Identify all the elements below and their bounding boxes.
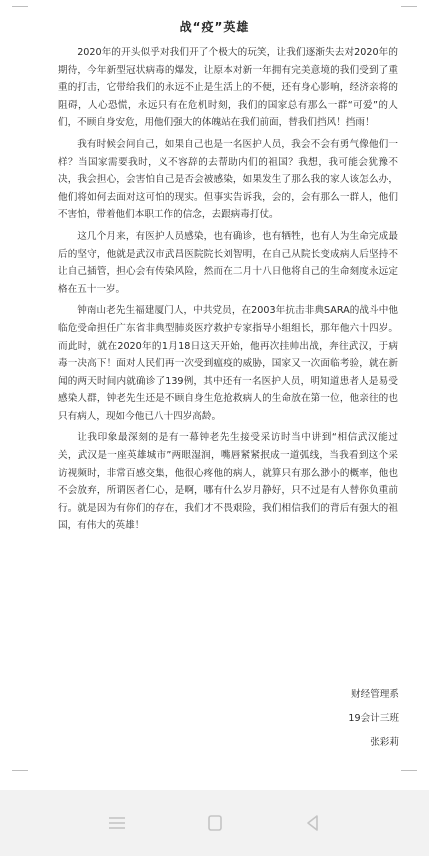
paragraph-1: 2020年的开头似乎对我们开了个极大的玩笑，让我们逐渐失去对2020年的期待，今年新型冠状病毒的爆发，让原本对新一年拥有完美意境的我们受到了重重的打击，它带给我们的永远不止是生活上的不便，还有身心影响，经济亲将的阻碍，人心恐慌，永远只有在危机时刻，我们的国家总有那么一群“可爱”的人们，不顾自身安危，用他们强大的体魄站在我们前面，替我们挡风！挡雨！	[58, 47, 398, 129]
paragraph-5: 让我印象最深刻的是有一幕钟老先生接受采访时当中讲到“相信武汉能过关，武汉是一座英雄城市”两眼湿润，嘴唇紧紧抿成一道弧线，当我看到这个采访视频时，非常百感交集，他很心疼他的病人，就算只有那么渺小的概率，他也不会放弃，所谓医者仁心，是啊，哪有什么岁月静好，只不过是有人替你负重前行。就是因为有你们的存在，我们才不畏艰险，我们相信我们的背后有强大的祖国，有伟大的英雄！	[58, 432, 398, 532]
corner-mark-bottom-left	[12, 770, 28, 787]
system-navigation-bar	[0, 790, 429, 856]
paragraph-4: 钟南山老先生福建厦门人，中共党员，在2003年抗击非典SARA的战斗中他临危受命担任广东省非典型肺炎医疗救护专家指导小组组长，那年他六十四岁。而此时，就在2020年的1月18日这天开始，他再次挂帅出战，奔往武汉，于病毒一决高下！面对人民们再一次受到瘟疫的威胁，国家又一次面临考验，就在新闻的两天时间内就确诊了139例，其中还有一名医护人员，明知道患者人是易受感染人群，钟老先生还是不顾自身生危抢救病人的生命放在第一位，他亲往的也只有病人，现如今他已八十四岁高龄。	[58, 305, 398, 422]
back-button[interactable]	[296, 806, 330, 840]
signature-class: 19会计三班	[348, 713, 399, 724]
signature-department: 财经管理系	[351, 689, 399, 700]
paragraph-3: 这几个月来，有医护人员感染，也有确诊，也有牺牲，也有人为生命完成最后的坚守，他就是武汉市武昌医院院长刘智明，在自己从院长变成病人后坚持不让自己插管，担心会有传染风险，然而在二月十八日他将自己的生命刻度永远定格在五十一岁。	[58, 230, 398, 295]
home-icon	[206, 814, 224, 832]
paragraph-2: 我有时候会问自己，如果自己也是一名医护人员，我会不会有勇气像他们一样？当国家需要我时，义不容辞的去帮助内们的祖国？我想，我可能会犹豫不决，我会担心，会害怕自己是否会被感染，如果发生了那么我的家人该怎么办，他们将如何去面对这可怕的现实。但事实告诉我，会的，会有那么一群人，他们不害怕，带着他们本职工作的信念，去跟病毒打仗。	[58, 138, 398, 221]
signature-author: 张彩莉	[370, 737, 399, 748]
back-icon	[304, 814, 322, 832]
document-title: 战“疫”英雄	[179, 20, 250, 34]
menu-button[interactable]	[100, 806, 134, 840]
corner-mark-bottom-right	[401, 770, 417, 787]
document-body	[58, 44, 398, 535]
menu-icon	[107, 815, 127, 831]
home-button[interactable]	[198, 806, 232, 840]
